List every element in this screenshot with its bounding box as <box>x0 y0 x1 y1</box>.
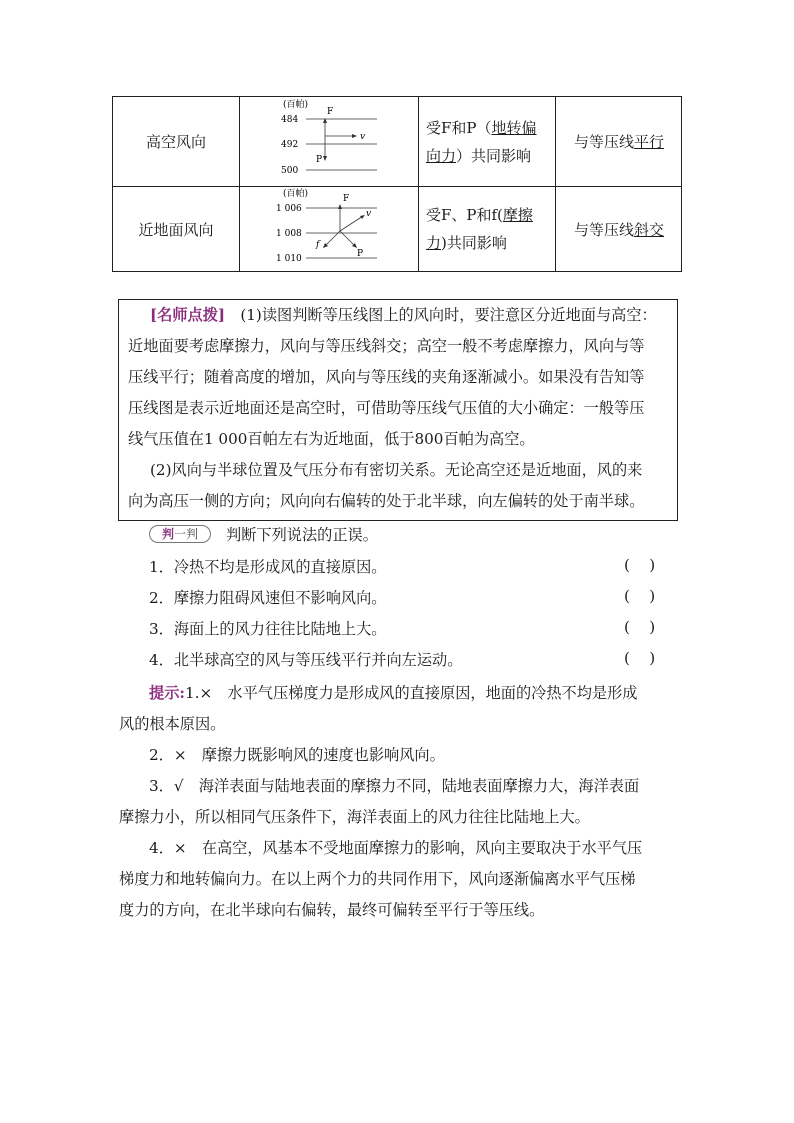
isobar-label: 500 <box>281 166 299 176</box>
hint-line: 3．√ 海洋表面与陆地表面的摩擦力不同，陆地表面摩擦力大，海洋表面 <box>149 777 640 795</box>
tips-line: 向为高压一侧的方向；风向向右偏转的处于北半球，向左偏转的处于南半球。 <box>128 492 645 510</box>
cause-cell <box>418 97 555 186</box>
wind-arrow-v <box>340 216 363 231</box>
judge-item: 2．摩擦力阻碍风速但不影响风向。 <box>149 589 387 607</box>
cause-text: 受F、P和f( <box>426 206 503 224</box>
force-label: f <box>316 240 320 250</box>
relation-text: 与等压线 <box>573 133 634 151</box>
judge-item: 4．北半球高空的风与等压线平行并向左运动。 <box>149 651 463 669</box>
answer-blank[interactable]: ( ) <box>624 649 656 667</box>
tips-line: 压线平行；随着高度的增加，风向与等压线的夹角逐渐减小。如果没有告知等 <box>128 368 645 386</box>
hint-line: 2．× 摩擦力既影响风的速度也影响风向。 <box>149 746 445 764</box>
answer-blank[interactable]: ( ) <box>624 618 656 636</box>
hint-line: 4．× 在高空，风基本不受地面摩擦力的影响，风向主要取决于水平气压 <box>149 839 643 857</box>
hint-line: 风的根本原因。 <box>119 715 226 733</box>
hint-line: 摩擦力小，所以相同气压条件下，海洋表面上的风力往往比陆地上大。 <box>119 808 590 826</box>
diagram-unit-label: (百帕) <box>283 189 309 199</box>
tips-line: 压线图是表示近地面还是高空时，可借助等压线气压值的大小确定：一般等压 <box>128 399 645 417</box>
arrow-head <box>352 134 357 138</box>
hint-text: 1.× 水平气压梯度力是形成风的直接原因，地面的冷热不均是形成 <box>184 684 638 702</box>
wind-direction-table <box>112 96 682 272</box>
cause-underlined: 向力 <box>426 146 457 165</box>
tips-line <box>128 300 669 331</box>
diagram-unit-label: (百帕) <box>283 100 309 110</box>
hint-line: 梯度力和地转偏向力。在以上两个力的共同作用下，风向逐渐偏离水平气压梯 <box>119 870 636 888</box>
answer-blank[interactable]: ( ) <box>624 587 656 605</box>
hint-line <box>149 682 637 703</box>
tips-line: 线气压值在1 000百帕左右为近地面，低于800百帕为高空。 <box>128 430 535 448</box>
force-label: P <box>357 249 364 259</box>
judge-item: 3．海面上的风力往往比陆地上大。 <box>149 620 387 638</box>
teacher-tips-box <box>118 299 678 521</box>
judge-badge-small: 一判 <box>174 527 199 541</box>
tips-tag: [名师点拨] <box>150 306 226 324</box>
judge-item: 1．冷热不均是形成风的直接原因。 <box>149 558 387 576</box>
relation-underlined: 斜交 <box>634 220 665 239</box>
cause-underlined: 力 <box>426 234 442 252</box>
cause-underlined: 摩擦 <box>502 206 533 224</box>
cause-cell <box>418 186 555 272</box>
isobar-label: 1 010 <box>276 254 302 264</box>
force-label: v <box>366 209 372 219</box>
cause-text: ）共同影响 <box>456 146 532 165</box>
near-ground-wind-diagram <box>239 186 418 272</box>
row-name-near-ground: 近地面风向 <box>138 220 214 239</box>
isobar-label: 484 <box>281 115 299 125</box>
force-label: v <box>360 132 366 142</box>
relation-cell <box>555 97 683 186</box>
relation-underlined: 平行 <box>634 133 665 151</box>
judge-badge <box>149 525 211 543</box>
isobar-label: 492 <box>281 140 299 150</box>
relation-text: 与等压线 <box>573 220 634 239</box>
tips-text: (1)读图判断等压线图上的风向时，要注意区分近地面与高空： <box>240 306 657 324</box>
cause-text: )共同影响 <box>441 234 507 252</box>
hint-label: 提示: <box>149 684 185 702</box>
arrow-head <box>323 156 327 161</box>
tips-line: (2)风向与半球位置及气压分布有密切关系。无论高空还是近地面，风的来 <box>150 461 643 479</box>
answer-blank[interactable]: ( ) <box>624 556 656 574</box>
high-altitude-wind-diagram <box>239 97 418 186</box>
judge-title: 判断下列说法的正误。 <box>226 526 378 544</box>
tips-line: 近地面要考虑摩擦力，风向与等压线斜交；高空一般不考虑摩擦力，风向与等 <box>128 337 645 355</box>
cause-underlined: 地转偏 <box>491 118 537 137</box>
arrow-head <box>360 215 365 219</box>
cause-text: 受F和P（ <box>426 118 492 137</box>
judge-badge-big: 判 <box>161 527 174 541</box>
isobar-label: 1 006 <box>276 204 302 214</box>
force-label: F <box>343 194 350 204</box>
relation-cell <box>555 186 683 272</box>
isobar-label: 1 008 <box>276 229 302 239</box>
hint-line: 度力的方向，在北半球向右偏转，最终可偏转至平行于等压线。 <box>119 901 545 919</box>
row-name-high-altitude: 高空风向 <box>145 133 206 151</box>
force-label: P <box>316 155 323 165</box>
force-label: F <box>327 107 334 117</box>
arrow-head <box>338 204 342 209</box>
